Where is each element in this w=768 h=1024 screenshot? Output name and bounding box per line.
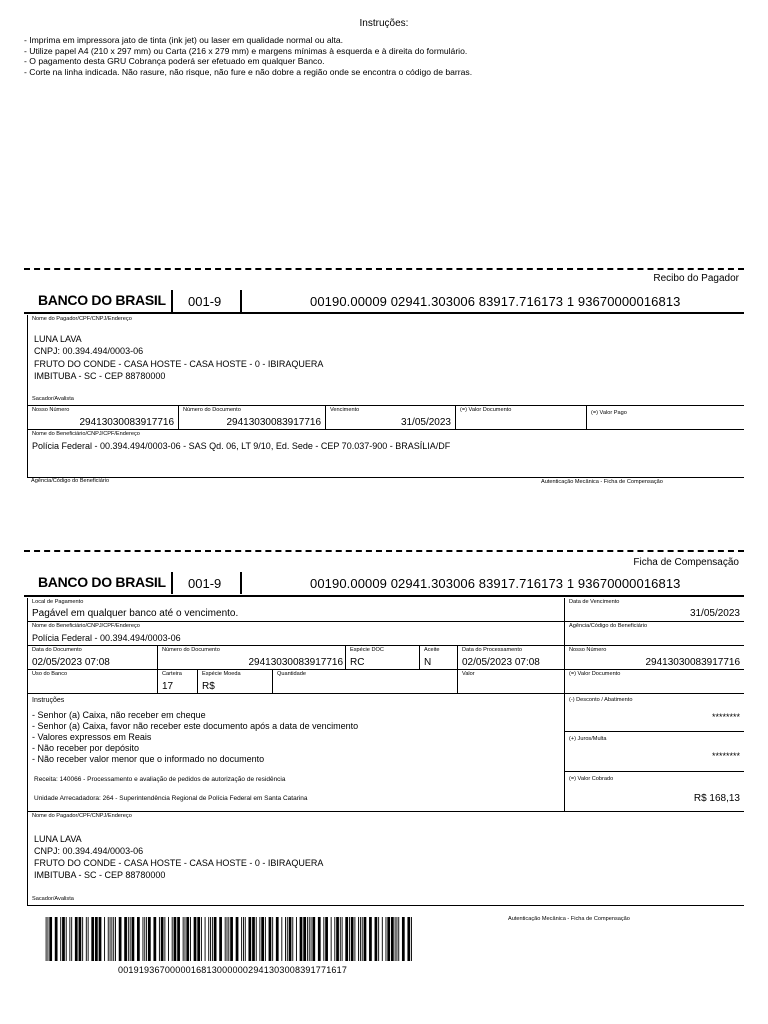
valor-label: Valor: [462, 671, 475, 677]
slip-payer-city: IMBITUBA - SC - CEP 88780000: [34, 870, 166, 880]
barcode-bar: [111, 917, 112, 961]
autenticacao-label: Autenticação Mecânica - Ficha de Compensação: [541, 479, 663, 485]
instrucao-line: - Senhor (a) Caixa, favor não receber este documento após a data de vencimento: [32, 721, 359, 731]
barcode-bar: [205, 917, 206, 961]
especie-doc-value: RC: [350, 657, 365, 668]
barcode-bar: [261, 917, 264, 961]
barcode-bar: [407, 917, 410, 961]
barcode: [42, 917, 412, 961]
barcode-bar: [108, 917, 109, 961]
barcode-bar: [66, 917, 67, 961]
barcode-bar: [190, 917, 191, 961]
valor-cobrado-box: [564, 772, 744, 812]
barcode-bar: [252, 917, 255, 961]
especie-moeda-box: [197, 670, 272, 694]
bank-code: 001-9: [188, 576, 222, 591]
barcode-bar: [402, 917, 405, 961]
barcode-bar: [137, 917, 140, 961]
barcode-bar: [281, 917, 282, 961]
barcode-bar: [360, 917, 361, 961]
nosso-numero-box: [27, 406, 178, 430]
slip-num-doc-box: [157, 646, 345, 670]
barcode-bar: [354, 917, 355, 961]
barcode-bar: [342, 917, 343, 961]
barcode-bar: [161, 917, 164, 961]
aceite-box: [419, 646, 457, 670]
barcode-bar: [272, 917, 273, 961]
barcode-bar: [236, 917, 239, 961]
desconto-label: (-) Desconto / Abatimento: [569, 697, 633, 703]
barcode-bar: [128, 917, 129, 961]
barcode-bar: [110, 917, 111, 961]
slip-beneficiario-label: Nome do Beneficiário/CNPJ/CPF/Endereço: [32, 623, 140, 629]
barcode-bar: [201, 917, 202, 961]
barcode-bar: [386, 917, 387, 961]
vencimento-box: [325, 406, 455, 430]
barcode-bar: [248, 917, 251, 961]
instrucao-line: - Valores expressos em Reais: [32, 732, 152, 742]
barcode-bar: [142, 917, 143, 961]
barcode-bar: [164, 917, 165, 961]
barcode-bar: [411, 917, 412, 961]
barcode-bar: [230, 917, 233, 961]
bank-name: BANCO DO BRASIL: [38, 292, 166, 308]
local-label: Local de Pagamento: [32, 599, 84, 605]
barcode-bar: [292, 917, 293, 961]
barcode-bar: [148, 917, 151, 961]
instructions-title: Instruções:: [359, 18, 409, 29]
barcode-bar: [49, 917, 52, 961]
carteira-value: 17: [162, 681, 174, 692]
barcode-bar: [358, 917, 359, 961]
receita-text: Receita: 140066 - Processamento e avaliação de pedidos de autorização de residência: [34, 776, 286, 783]
barcode-bar: [79, 917, 82, 961]
especie-moeda-label: Espécie Moeda: [202, 671, 241, 677]
desconto-box: [564, 694, 744, 732]
valor-cobrado-label: (=) Valor Cobrado: [569, 776, 614, 782]
cut-line: [24, 268, 744, 270]
slip-nosso-numero-box: [564, 646, 744, 670]
header-divider: [240, 290, 242, 312]
barcode-number: 00191936700000168130000002941303008391771617: [118, 965, 348, 975]
quantidade-label: Quantidade: [277, 671, 306, 677]
slip-payer-box: [27, 812, 744, 906]
barcode-bar: [174, 917, 177, 961]
especie-moeda-value: R$: [202, 681, 215, 692]
data-doc-value: 02/05/2023 07:08: [32, 657, 110, 668]
barcode-bar: [60, 917, 61, 961]
barcode-bar: [47, 917, 48, 961]
barcode-bar: [345, 917, 348, 961]
instrucao-line: - Não receber valor menor que o informado no documento: [32, 754, 265, 764]
header-divider: [171, 290, 173, 312]
header-divider: [171, 572, 173, 594]
barcode-bar: [312, 917, 315, 961]
barcode-bar: [214, 917, 217, 961]
barcode-bar: [309, 917, 310, 961]
barcode-bar: [99, 917, 102, 961]
barcode-bar: [219, 917, 222, 961]
barcode-bar: [113, 917, 114, 961]
data-proc-value: 02/05/2023 07:08: [462, 657, 540, 668]
barcode-bar: [395, 917, 396, 961]
barcode-bar: [183, 917, 184, 961]
barcode-bar: [168, 917, 169, 961]
unidade-text: Unidade Arrecadadora: 264 - Superintendência Regional de Polícia Federal em Santa Catarina: [34, 795, 308, 802]
barcode-bar: [256, 917, 257, 961]
slip-valor-doc-label: (=) Valor Documento: [569, 671, 621, 677]
slip-payer-label: Nome do Pagador/CPF/CNPJ/Endereço: [32, 813, 132, 819]
barcode-bar: [177, 917, 180, 961]
instruction-line: - Utilize papel A4 (210 x 297 mm) ou Carta (216 x 279 mm) e margens mínimas à esquerda e à direita do formulário.: [24, 45, 468, 56]
slip-payer-cnpj: CNPJ: 00.394.494/0003-06: [34, 846, 144, 856]
barcode-bar: [208, 917, 209, 961]
barcode-bar: [104, 917, 105, 961]
aceite-value: N: [424, 657, 432, 668]
barcode-bar: [334, 917, 335, 961]
num-doc-box: [178, 406, 325, 430]
barcode-bar: [228, 917, 229, 961]
data-venc-label: Data de Vencimento: [569, 599, 620, 605]
barcode-bar: [387, 917, 390, 961]
uso-banco-label: Uso do Banco: [32, 671, 68, 677]
beneficiario-value: Polícia Federal - 00.394.494/0003-06 - SAS Qd. 06, LT 9/10, Ed. Sede - CEP 70.037-900 - BRASÍLIA/DF: [32, 441, 451, 451]
barcode-bar: [119, 917, 122, 961]
barcode-bar: [349, 917, 350, 961]
barcode-bar: [130, 917, 131, 961]
digitable-line: 00190.00009 02941.303006 83917.716173 1 93670000016813: [310, 294, 681, 309]
barcode-bar: [159, 917, 160, 961]
payer-cnpj: CNPJ: 00.394.494/0003-06: [34, 346, 144, 356]
local-value: Pagável em qualquer banco até o vencimento.: [32, 608, 239, 619]
carteira-label: Carteira: [162, 671, 182, 677]
payer-address: FRUTO DO CONDE - CASA HOSTE - CASA HOSTE - 0 - IBIRAQUERA: [34, 359, 324, 369]
especie-doc-label: Espécie DOC: [350, 647, 384, 653]
vencimento-value: 31/05/2023: [400, 417, 451, 428]
slip-payer-address: FRUTO DO CONDE - CASA HOSTE - CASA HOSTE - 0 - IBIRAQUERA: [34, 858, 324, 868]
barcode-bar: [300, 917, 303, 961]
slip-agencia-label: Agência/Código do Beneficiário: [569, 623, 648, 629]
instrucoes-box: [27, 694, 564, 812]
barcode-bar: [197, 917, 200, 961]
barcode-bar: [95, 917, 98, 961]
vencimento-label: Vencimento: [330, 407, 360, 413]
barcode-bar: [285, 917, 286, 961]
barcode-bar: [325, 917, 328, 961]
barcode-bar: [340, 917, 341, 961]
instruction-line: - O pagamento desta GRU Cobrança poderá ser efetuado em qualquer Banco.: [24, 56, 325, 66]
payer-name: LUNA LAVA: [34, 334, 82, 344]
num-doc-value: 29413030083917716: [226, 417, 321, 428]
slip-nosso-numero-value: 29413030083917716: [645, 657, 740, 668]
barcode-bar: [146, 917, 147, 961]
data-doc-label: Data do Documento: [32, 647, 82, 653]
payer-city: IMBITUBA - SC - CEP 88780000: [34, 371, 166, 381]
barcode-bar: [210, 917, 211, 961]
uso-banco-box: [27, 670, 157, 694]
instrucoes-label: Instruções: [32, 697, 65, 704]
barcode-bar: [307, 917, 308, 961]
instruction-line: - Corte na linha indicada. Não rasure, não risque, não fure e não dobre a região onde se encontra o código de barras.: [24, 66, 473, 77]
barcode-bar: [225, 917, 226, 961]
header-rule: [24, 312, 744, 314]
slip-beneficiario-value: Polícia Federal - 00.394.494/0003-06: [32, 633, 181, 643]
barcode-bar: [245, 917, 246, 961]
barcode-bar: [398, 917, 399, 961]
barcode-bar: [382, 917, 383, 961]
bank-logo: [34, 571, 164, 593]
barcode-bar: [331, 917, 332, 961]
nosso-numero-value: 29413030083917716: [79, 417, 174, 428]
barcode-bar: [55, 917, 58, 961]
header-rule: [24, 595, 744, 597]
barcode-bar: [46, 917, 47, 961]
payer-box: [27, 315, 744, 406]
slip-autenticacao-label: Autenticação Mecânica - Ficha de Compensação: [508, 916, 630, 922]
instruction-line: - Imprima em impressora jato de tinta (ink jet) ou laser em qualidade normal ou alta.: [24, 35, 344, 45]
barcode-bar: [212, 917, 213, 961]
barcode-bar: [243, 917, 244, 961]
slip-agencia-box: [564, 622, 744, 646]
slip-num-doc-value: 29413030083917716: [248, 657, 343, 668]
bank-logo: [34, 289, 164, 311]
nosso-numero-label: Nosso Número: [32, 407, 70, 413]
slip-beneficiario-box: [27, 622, 564, 646]
slip-payer-name: LUNA LAVA: [34, 834, 82, 844]
barcode-bar: [369, 917, 372, 961]
barcode-bar: [323, 917, 324, 961]
digitable-line: 00190.00009 02941.303006 83917.716173 1 93670000016813: [310, 576, 681, 591]
barcode-bar: [296, 917, 297, 961]
barcode-bar: [124, 917, 127, 961]
slip-nosso-numero-label: Nosso Número: [569, 647, 607, 653]
slip-valor-doc-box: [564, 670, 744, 694]
data-doc-box: [27, 646, 157, 670]
valor-cobrado-value: R$ 168,13: [693, 793, 740, 804]
barcode-bar: [311, 917, 312, 961]
sacador-label: Sacador/Avalista: [32, 396, 74, 402]
data-proc-box: [457, 646, 564, 670]
barcode-bar: [185, 917, 186, 961]
instrucao-line: - Senhor (a) Caixa, não receber em cheque: [32, 710, 206, 720]
desconto-value: ********: [711, 712, 740, 722]
data-proc-label: Data do Processamento: [462, 647, 523, 653]
slip-sacador-label: Sacador/Avalista: [32, 896, 74, 902]
barcode-bar: [86, 917, 87, 961]
barcode-bar: [144, 917, 145, 961]
barcode-bar: [265, 917, 266, 961]
beneficiario-label: Nome do Beneficiário/CNPJ/CPF/Endereço: [32, 431, 140, 437]
valor-pago-box: [586, 406, 744, 430]
barcode-bar: [91, 917, 94, 961]
data-venc-value: 31/05/2023: [689, 608, 740, 619]
barcode-bar: [351, 917, 354, 961]
barcode-bar: [336, 917, 339, 961]
barcode-bar: [378, 917, 379, 961]
barcode-bar: [115, 917, 116, 961]
data-venc-box: [564, 598, 744, 622]
barcode-bar: [303, 917, 306, 961]
bank-code: 001-9: [188, 294, 222, 309]
barcode-bar: [391, 917, 394, 961]
valor-doc-box: [455, 406, 586, 430]
barcode-bar: [362, 917, 363, 961]
barcode-bar: [375, 917, 378, 961]
barcode-bar: [82, 917, 83, 961]
barcode-bar: [227, 917, 228, 961]
barcode-bar: [172, 917, 173, 961]
juros-box: [564, 732, 744, 772]
barcode-bar: [269, 917, 272, 961]
carteira-box: [157, 670, 197, 694]
barcode-bar: [132, 917, 135, 961]
juros-value: ********: [711, 751, 740, 761]
barcode-bar: [69, 917, 70, 961]
barcode-bar: [88, 917, 89, 961]
barcode-bar: [289, 917, 292, 961]
barcode-bar: [241, 917, 242, 961]
receipt-section-label: Recibo do Pagador: [653, 273, 739, 284]
slip-section-label: Ficha de Compensação: [633, 557, 739, 568]
num-doc-label: Número do Documento: [183, 407, 241, 413]
local-pagamento-box: [27, 598, 564, 622]
barcode-bar: [62, 917, 65, 961]
cut-line: [24, 550, 744, 552]
barcode-bar: [75, 917, 78, 961]
barcode-bar: [153, 917, 156, 961]
aceite-label: Aceite: [424, 647, 440, 653]
valor-pago-label: (=) Valor Pago: [591, 410, 627, 416]
juros-label: (+) Juros/Multa: [569, 736, 607, 742]
barcode-bar: [276, 917, 279, 961]
barcode-bar: [287, 917, 288, 961]
slip-num-doc-label: Número do Documento: [162, 647, 220, 653]
barcode-bar: [396, 917, 397, 961]
barcode-bar: [318, 917, 321, 961]
valor-doc-label: (=) Valor Documento: [460, 407, 512, 413]
quantidade-box: [272, 670, 457, 694]
valor-box: [457, 670, 564, 694]
barcode-bar: [194, 917, 197, 961]
barcode-bar: [186, 917, 189, 961]
header-divider: [240, 572, 242, 594]
barcode-bar: [259, 917, 260, 961]
barcode-bar: [71, 917, 72, 961]
beneficiario-box: [27, 430, 744, 478]
instrucao-line: - Não receber por depósito: [32, 743, 140, 753]
agencia-label: Agência/Código do Beneficiário: [31, 478, 110, 484]
especie-doc-box: [345, 646, 419, 670]
instructions-list: [24, 35, 472, 77]
payer-label: Nome do Pagador/CPF/CNPJ/Endereço: [32, 316, 132, 322]
bank-name: BANCO DO BRASIL: [38, 574, 166, 590]
barcode-bar: [364, 917, 367, 961]
